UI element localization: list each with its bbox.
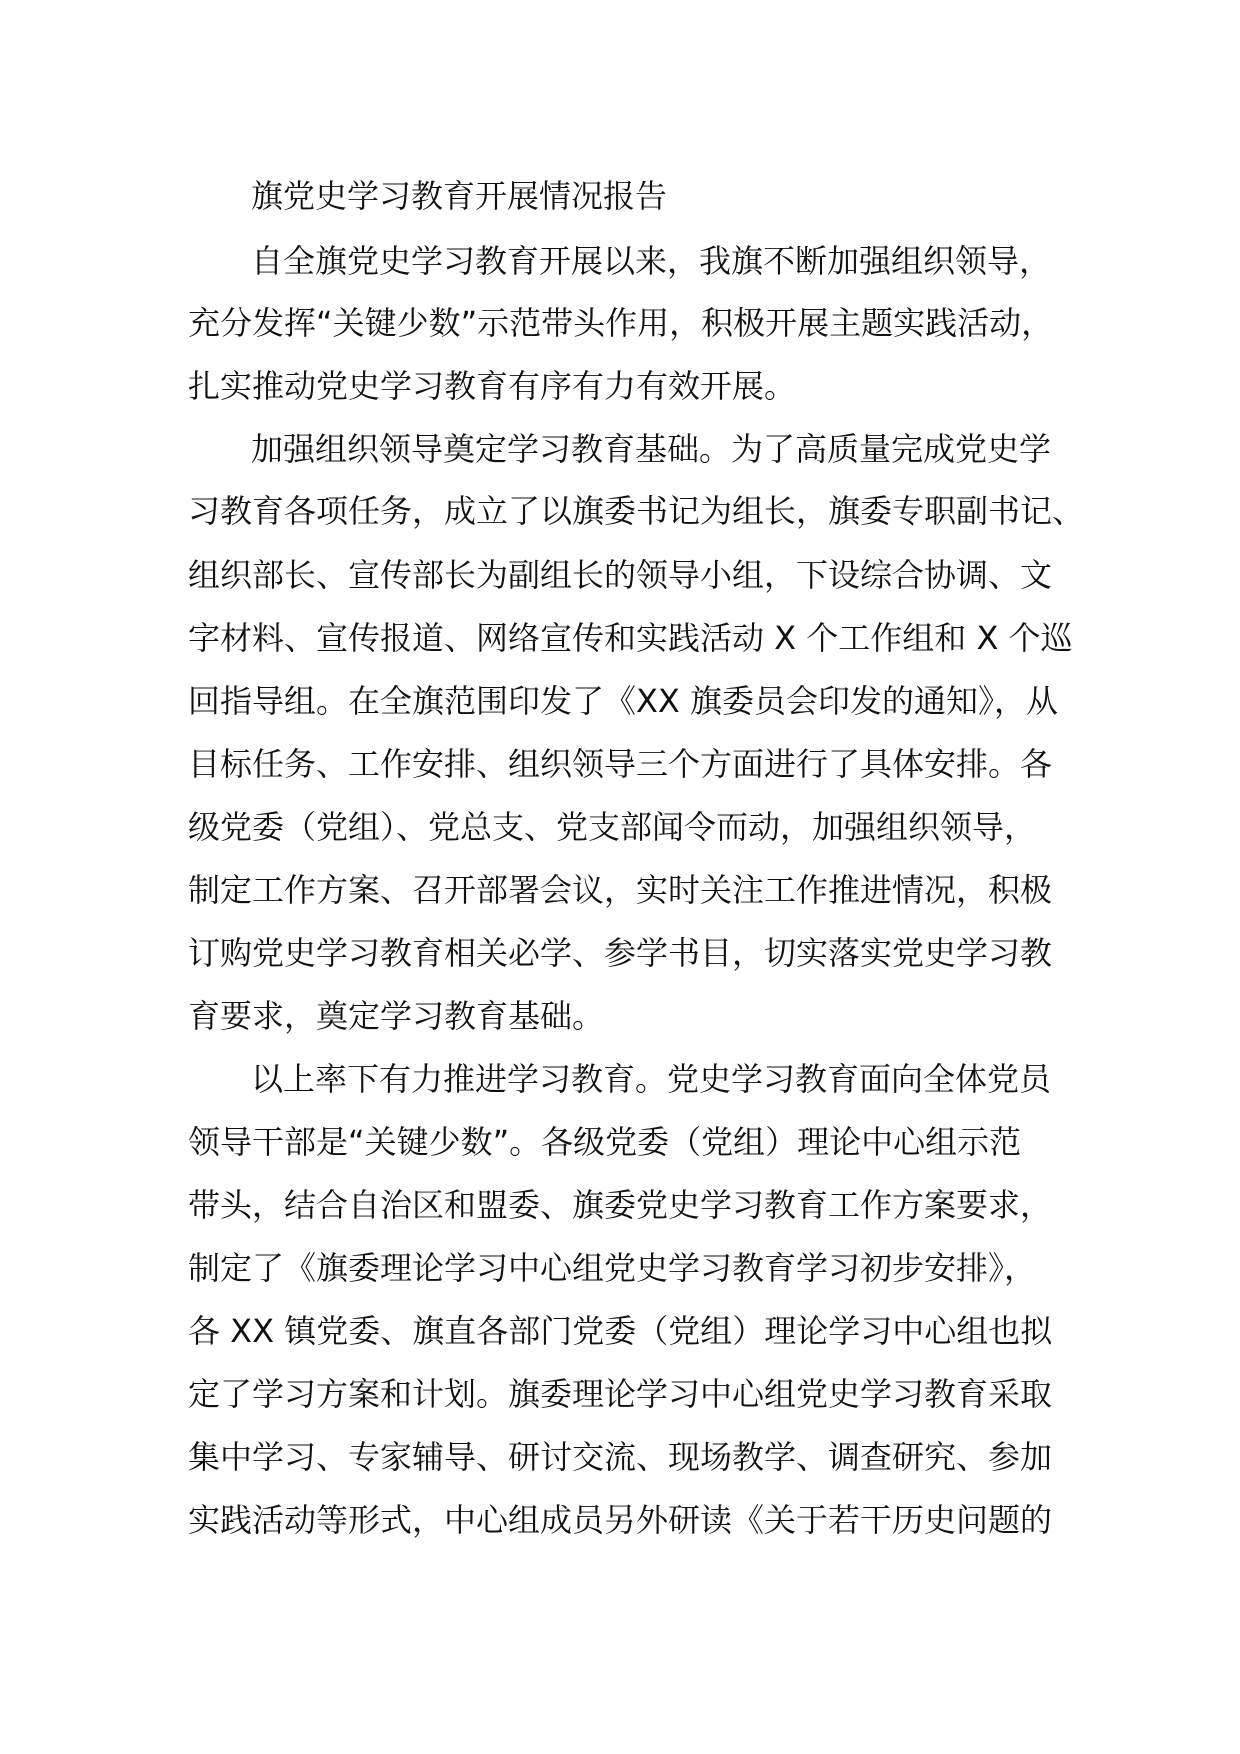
- paragraph-line: 育要求，奠定学习教育基础。: [188, 997, 605, 1035]
- paragraph-line: 实践活动等形式，中心组成员另外研读《关于若干历史问题的: [188, 1501, 1053, 1539]
- paragraph-line: 目标任务、工作安排、组织领导三个方面进行了具体安排。各: [188, 745, 1053, 783]
- paragraph-line: 领导干部是“关键少数”。各级党委（党组）理论中心组示范: [188, 1123, 1022, 1161]
- paragraph-line: 回指导组。在全旗范围印发了《XX 旗委员会印发的通知》，从: [188, 682, 1059, 720]
- paragraph-line: 加强组织领导奠定学习教育基础。为了高质量完成党史学: [251, 430, 1052, 468]
- paragraph-line: 带头，结合自治区和盟委、旗委党史学习教育工作方案要求，: [188, 1186, 1053, 1224]
- paragraph-line: 组织部长、宣传部长为副组长的领导小组，下设综合协调、文: [188, 556, 1053, 594]
- paragraph-line: 充分发挥“关键少数”示范带头作用，积极开展主题实践活动，: [188, 304, 1054, 342]
- paragraph-line: 字材料、宣传报道、网络宣传和实践活动 X 个工作组和 X 个巡: [188, 619, 1073, 657]
- paragraph-line: 制定了《旗委理论学习中心组党史学习教育学习初步安排》，: [188, 1249, 1037, 1287]
- paragraph-line: 订购党史学习教育相关必学、参学书目，切实落实党史学习教: [188, 934, 1053, 972]
- paragraph-line: 习教育各项任务，成立了以旗委书记为组长，旗委专职副书记、: [188, 492, 1085, 530]
- paragraph-line: 级党委（党组）、党总支、党支部闻令而动，加强组织领导，: [188, 808, 1037, 846]
- paragraph-line: 自全旗党史学习教育开展以来，我旗不断加强组织领导，: [251, 242, 1052, 280]
- paragraph-line: 扎实推动党史学习教育有序有力有效开展。: [188, 367, 797, 405]
- paragraph-line: 集中学习、专家辅导、研讨交流、现场教学、调查研究、参加: [188, 1438, 1053, 1476]
- document-title: 旗党史学习教育开展情况报告: [251, 177, 668, 215]
- paragraph-line: 制定工作方案、召开部署会议，实时关注工作推进情况，积极: [188, 871, 1053, 909]
- paragraph-line: 定了学习方案和计划。旗委理论学习中心组党史学习教育采取: [188, 1375, 1053, 1413]
- paragraph-line: 以上率下有力推进学习教育。党史学习教育面向全体党员: [251, 1060, 1052, 1098]
- paragraph-line: 各 XX 镇党委、旗直各部门党委（党组）理论学习中心组也拟: [188, 1312, 1053, 1350]
